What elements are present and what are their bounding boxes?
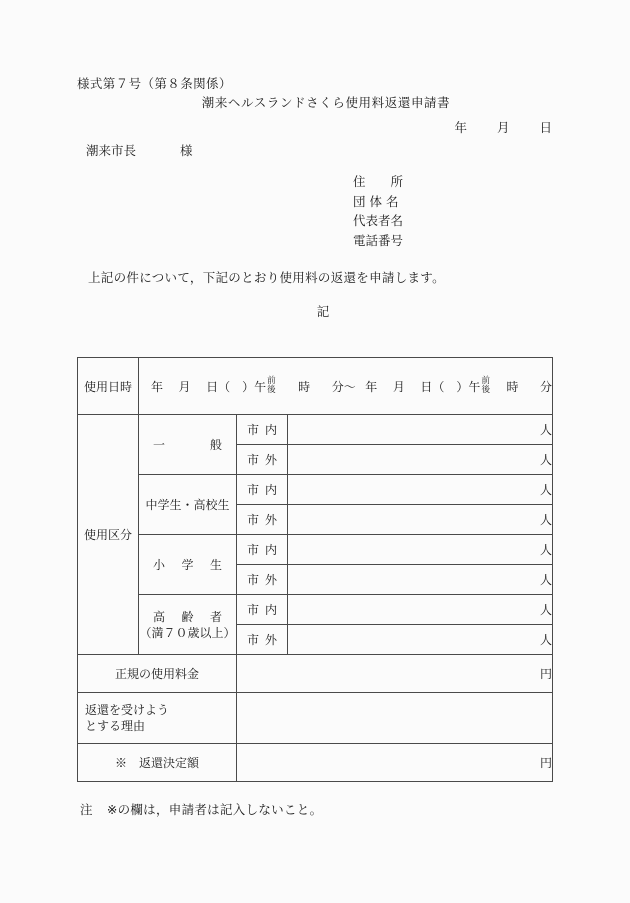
start-year: 年 <box>151 379 164 394</box>
end-minute: 分 <box>540 379 553 394</box>
sub-label-general-shigai-text: 市 外 <box>247 453 277 467</box>
date-year: 年 <box>454 120 467 135</box>
table-row-elementary-shinai <box>78 535 553 565</box>
kiroku-marker: 記 <box>316 304 330 319</box>
sub-label-senior-shinai <box>237 595 288 625</box>
form-table <box>77 357 553 782</box>
range-separator: 〜 <box>343 379 356 394</box>
unit-person: 人 <box>540 513 553 527</box>
start-month: 月 <box>178 379 191 394</box>
reason-value[interactable] <box>237 693 553 744</box>
value-senior-shinai[interactable] <box>288 595 553 625</box>
unit-person: 人 <box>540 543 553 557</box>
group-general-char-0: 一 <box>153 438 166 452</box>
unit-yen: 円 <box>540 756 553 770</box>
value-students-shinai[interactable] <box>288 475 553 505</box>
end-month: 月 <box>392 379 405 394</box>
unit-person: 人 <box>540 453 553 467</box>
reason-label-text: 返還を受けよう とする理由 <box>85 703 170 733</box>
unit-person: 人 <box>540 633 553 647</box>
applicant-field-phone: 電話番号 <box>353 232 404 248</box>
end-year: 年 <box>365 379 378 394</box>
footnote-prefix: 注 <box>80 802 93 817</box>
value-elementary-shigai[interactable] <box>288 565 553 595</box>
statement-text: 上記の件について，下記のとおり使用料の返還を申請します。 <box>88 270 445 285</box>
date-month: 月 <box>496 120 510 135</box>
reason-label <box>78 693 237 744</box>
end-day: 日 <box>420 379 433 394</box>
start-weekday-paren: （ ） <box>218 379 255 394</box>
applicant-fields <box>353 172 403 250</box>
sub-label-elementary-shinai-text: 市 内 <box>247 543 277 557</box>
value-elementary-shinai[interactable] <box>288 535 553 565</box>
group-general-char-1: 般 <box>209 438 222 452</box>
group-senior-line1: 高 齢 者 <box>153 609 222 624</box>
group-label-elementary-text: 小 学 生 <box>153 558 222 572</box>
unit-person: 人 <box>540 573 553 587</box>
applicant-field-representative: 代表者名 <box>353 213 404 228</box>
decided-amount-value[interactable] <box>237 744 553 782</box>
unit-person: 人 <box>540 483 553 497</box>
regular-fee-label: 正規の使用料金 <box>78 655 237 693</box>
addressee-name: 潮来市長 <box>86 143 137 158</box>
value-students-shigai[interactable] <box>288 505 553 535</box>
sub-label-elementary-shigai-text: 市 外 <box>247 573 277 587</box>
group-senior-line2: （満７０歳以上） <box>139 625 236 640</box>
addressee-honorific: 様 <box>180 143 193 158</box>
addressee <box>86 141 193 159</box>
form-table-wrapper <box>77 357 552 782</box>
table-row-datetime <box>78 358 553 415</box>
sub-label-students-shigai <box>237 505 288 535</box>
sub-label-general-shigai <box>237 445 288 475</box>
table-row-reason <box>78 693 553 744</box>
group-label-students: 中学生・高校生 <box>139 475 237 535</box>
category-label: 使用区分 <box>78 415 139 655</box>
sub-label-students-shigai-text: 市 外 <box>247 513 277 527</box>
sub-label-elementary-shinai <box>237 535 288 565</box>
start-gozen-gogo: 前 後 <box>267 375 276 395</box>
unit-yen: 円 <box>540 667 553 681</box>
datetime-pattern <box>139 377 552 396</box>
table-row-general-shinai <box>78 415 553 445</box>
group-label-elementary <box>139 535 237 595</box>
date-day: 日 <box>539 120 552 135</box>
start-day: 日 <box>206 379 219 394</box>
end-gogo-prefix: 午 <box>468 379 481 394</box>
form-number: 様式第７号（第８条関係） <box>77 76 232 91</box>
table-row-decided-amount <box>78 744 553 782</box>
footnote-text: ※の欄は，申請者は記入しないこと。 <box>106 802 323 817</box>
group-label-senior-text <box>139 609 236 641</box>
value-senior-shigai[interactable] <box>288 625 553 655</box>
table-row-regular-fee <box>78 655 553 693</box>
table-row-senior-shinai <box>78 595 553 625</box>
decided-amount-label: ※ 返還決定額 <box>78 744 237 782</box>
sub-label-general-shinai <box>237 415 288 445</box>
value-general-shinai[interactable] <box>288 415 553 445</box>
sub-label-general-shinai-text: 市 内 <box>247 423 277 437</box>
sub-label-senior-shigai <box>237 625 288 655</box>
page-title: 潮来ヘルスランドさくら使用料返還申請書 <box>201 95 451 110</box>
group-label-general-text <box>139 436 236 453</box>
unit-person: 人 <box>540 603 553 617</box>
value-general-shigai[interactable] <box>288 445 553 475</box>
group-label-senior <box>139 595 237 655</box>
applicant-field-address: 住 所 <box>353 174 404 189</box>
table-row-students-shinai <box>78 475 553 505</box>
sub-label-elementary-shigai <box>237 565 288 595</box>
sub-label-senior-shinai-text: 市 内 <box>247 603 277 617</box>
datetime-value-cell[interactable] <box>139 358 553 415</box>
unit-person: 人 <box>540 423 553 437</box>
start-minute: 分 <box>331 379 344 394</box>
start-gogo-prefix: 午 <box>254 379 267 394</box>
start-hour: 時 <box>298 379 311 394</box>
sub-label-students-shinai-text: 市 内 <box>247 483 277 497</box>
sub-label-students-shinai <box>237 475 288 505</box>
datetime-label: 使用日時 <box>78 358 139 415</box>
end-gozen-gogo: 前 後 <box>481 375 490 395</box>
group-label-general <box>139 415 237 475</box>
end-weekday-paren: （ ） <box>432 379 469 394</box>
sub-label-senior-shigai-text: 市 外 <box>247 633 277 647</box>
end-hour: 時 <box>506 379 519 394</box>
date-line <box>0 118 552 136</box>
regular-fee-value[interactable] <box>237 655 553 693</box>
footnote <box>80 800 322 818</box>
applicant-field-organization: 団 体 名 <box>353 193 399 209</box>
